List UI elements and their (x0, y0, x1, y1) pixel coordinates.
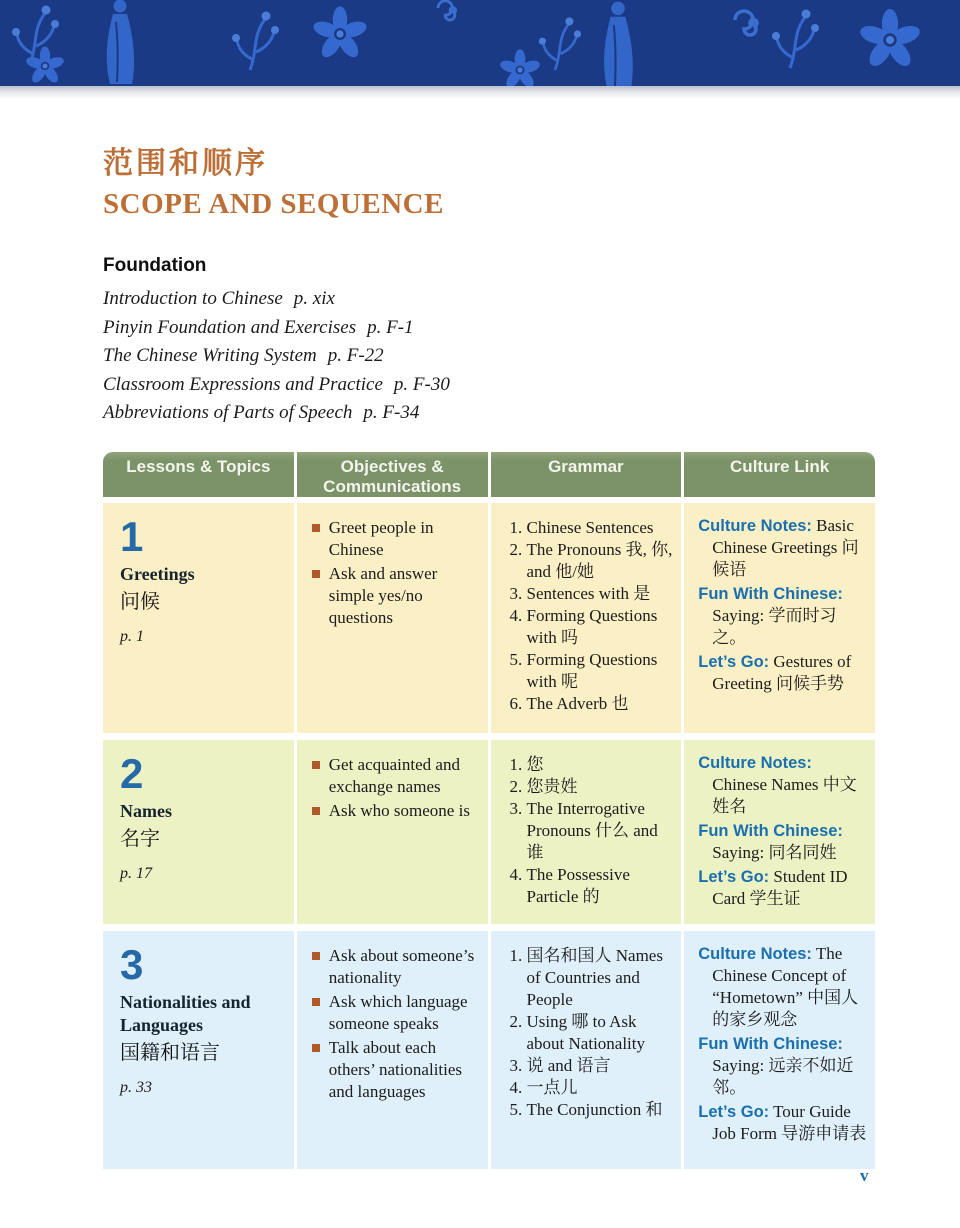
brocade-pattern-graphic (0, 0, 960, 86)
culture-label: Fun With Chinese: (698, 821, 843, 840)
lesson-title: Nationalities and Languages (120, 991, 251, 1035)
table-header-row (103, 452, 875, 497)
foundation-item-page: p. F-1 (367, 316, 414, 338)
objective-item: Greet people in Chinese (311, 517, 480, 561)
culture-item (698, 820, 867, 864)
culture-text: Saying: 学而时习之。 (712, 605, 837, 647)
grammar-item: 4. The Possessive Particle 的 (527, 864, 674, 908)
culture-item (698, 1033, 867, 1099)
grammar-item: 1. 您 (527, 754, 674, 776)
lesson-row-3 (103, 931, 875, 1169)
lesson-row-2 (103, 740, 875, 924)
foundation-item (103, 285, 875, 314)
culture-text: Gestures of Greeting 问候手势 (712, 651, 852, 693)
grammar-item: 5. The Conjunction 和 (527, 1099, 674, 1121)
foundation-heading: Foundation (103, 255, 207, 276)
objectives-cell (297, 931, 488, 1169)
lesson-number: 2 (120, 749, 144, 797)
foundation-item-title: Abbreviations of Parts of Speech (103, 402, 353, 423)
foundation-item-page: p. F-30 (393, 373, 450, 395)
objective-item: Ask who someone is (311, 800, 480, 822)
lesson-title-chinese: 名字 (120, 827, 160, 850)
lesson-title-chinese: 国籍和语言 (120, 1041, 220, 1064)
culture-label: Fun With Chinese: (698, 584, 843, 603)
grammar-item: 1. Chinese Sentences (527, 517, 674, 539)
culture-item (698, 583, 867, 649)
grammar-cell (491, 503, 682, 733)
column-header-lessons: Lessons & Topics (103, 452, 294, 497)
grammar-item: 2. Using 哪 to Ask about Nationality (527, 1011, 674, 1055)
banner-fade (0, 86, 960, 99)
culture-text: Student ID Card 学生证 (712, 866, 848, 908)
foundation-item (103, 399, 875, 428)
lesson-cell (103, 931, 294, 1169)
page-title-chinese: 范围和顺序 (103, 147, 268, 180)
culture-label: Let’s Go: (698, 867, 770, 886)
grammar-cell (491, 931, 682, 1169)
culture-text: Saying: 远亲不如近邻。 (712, 1055, 854, 1097)
foundation-item-page: p. xix (293, 288, 335, 309)
grammar-item: 4. Forming Questions with 吗 (527, 605, 674, 649)
lesson-cell (103, 740, 294, 924)
lesson-number: 3 (120, 940, 144, 988)
culture-link-cell (684, 740, 875, 924)
culture-item (698, 1101, 867, 1145)
foundation-item-title: The Chinese Writing System (103, 345, 317, 366)
lesson-cell (103, 503, 294, 733)
foundation-item (103, 371, 875, 400)
lesson-title: Names (120, 800, 172, 821)
lesson-row-1 (103, 503, 875, 733)
culture-text: Chinese Names 中文姓名 (712, 774, 857, 816)
culture-item (698, 651, 867, 695)
grammar-item: 3. Sentences with 是 (527, 583, 674, 605)
culture-link-cell (684, 931, 875, 1169)
lesson-page-ref: p. 33 (120, 1078, 152, 1096)
lesson-page-ref: p. 17 (120, 864, 152, 882)
culture-link-cell (684, 503, 875, 733)
grammar-item: 2. 您贵姓 (527, 776, 674, 798)
culture-item (698, 866, 867, 910)
grammar-item: 3. The Interrogative Pronouns 什么 and 谁 (527, 798, 674, 864)
objective-item: Ask which language someone speaks (311, 991, 480, 1035)
objectives-cell (297, 740, 488, 924)
lesson-title-chinese: 问候 (120, 590, 160, 613)
foundation-section (103, 255, 875, 428)
foundation-item-title: Classroom Expressions and Practice (103, 373, 383, 395)
grammar-item: 6. The Adverb 也 (527, 693, 674, 715)
culture-label: Let’s Go: (698, 652, 770, 671)
culture-text: Tour Guide Job Form 导游申请表 (712, 1101, 867, 1143)
grammar-item: 3. 说 and 语言 (527, 1055, 674, 1077)
page-number: v (860, 1166, 869, 1185)
foundation-item-title: Pinyin Foundation and Exercises (103, 316, 357, 338)
objectives-cell (297, 503, 488, 733)
scope-sequence-table (103, 452, 875, 1169)
grammar-item: 5. Forming Questions with 呢 (527, 649, 674, 693)
culture-item (698, 515, 867, 581)
grammar-item: 1. 国名和国人 Names of Countries and People (527, 945, 674, 1011)
foundation-item (103, 342, 875, 371)
culture-text: The Chinese Concept of “Hometown” 中国人的家乡观念 (712, 943, 859, 1029)
column-header-grammar: Grammar (491, 452, 682, 497)
culture-label: Fun With Chinese: (698, 1034, 843, 1053)
page-content (103, 146, 875, 1169)
objective-item: Talk about each others’ nationalities and languages (311, 1037, 480, 1103)
culture-text: Saying: 同名同姓 (712, 842, 837, 862)
culture-label: Culture Notes: (698, 944, 812, 963)
grammar-item: 2. The Pronouns 我, 你, and 他/她 (527, 539, 674, 583)
culture-text: Basic Chinese Greetings 问候语 (712, 515, 859, 579)
culture-item (698, 943, 867, 1031)
culture-label: Let’s Go: (698, 1102, 770, 1121)
column-header-objectives: Objectives & Communications (297, 452, 488, 497)
objective-item: Get acquainted and exchange names (311, 754, 480, 798)
lesson-title: Greetings (120, 563, 195, 584)
objective-item: Ask and answer simple yes/no questions (311, 563, 480, 629)
objective-item: Ask about someone’s nationality (311, 945, 480, 989)
foundation-item (103, 314, 875, 343)
culture-item (698, 752, 867, 818)
brocade-banner (0, 0, 960, 86)
page-title-english: SCOPE AND SEQUENCE (103, 188, 444, 220)
culture-label: Culture Notes: (698, 753, 812, 772)
foundation-item-title: Introduction to Chinese (103, 288, 283, 309)
culture-label: Culture Notes: (698, 516, 812, 535)
lesson-page-ref: p. 1 (120, 627, 144, 645)
grammar-item: 4. 一点儿 (527, 1077, 674, 1099)
foundation-item-page: p. F-34 (363, 402, 420, 423)
lesson-number: 1 (120, 512, 144, 560)
grammar-cell (491, 740, 682, 924)
foundation-item-page: p. F-22 (327, 345, 384, 366)
column-header-culture: Culture Link (684, 452, 875, 497)
